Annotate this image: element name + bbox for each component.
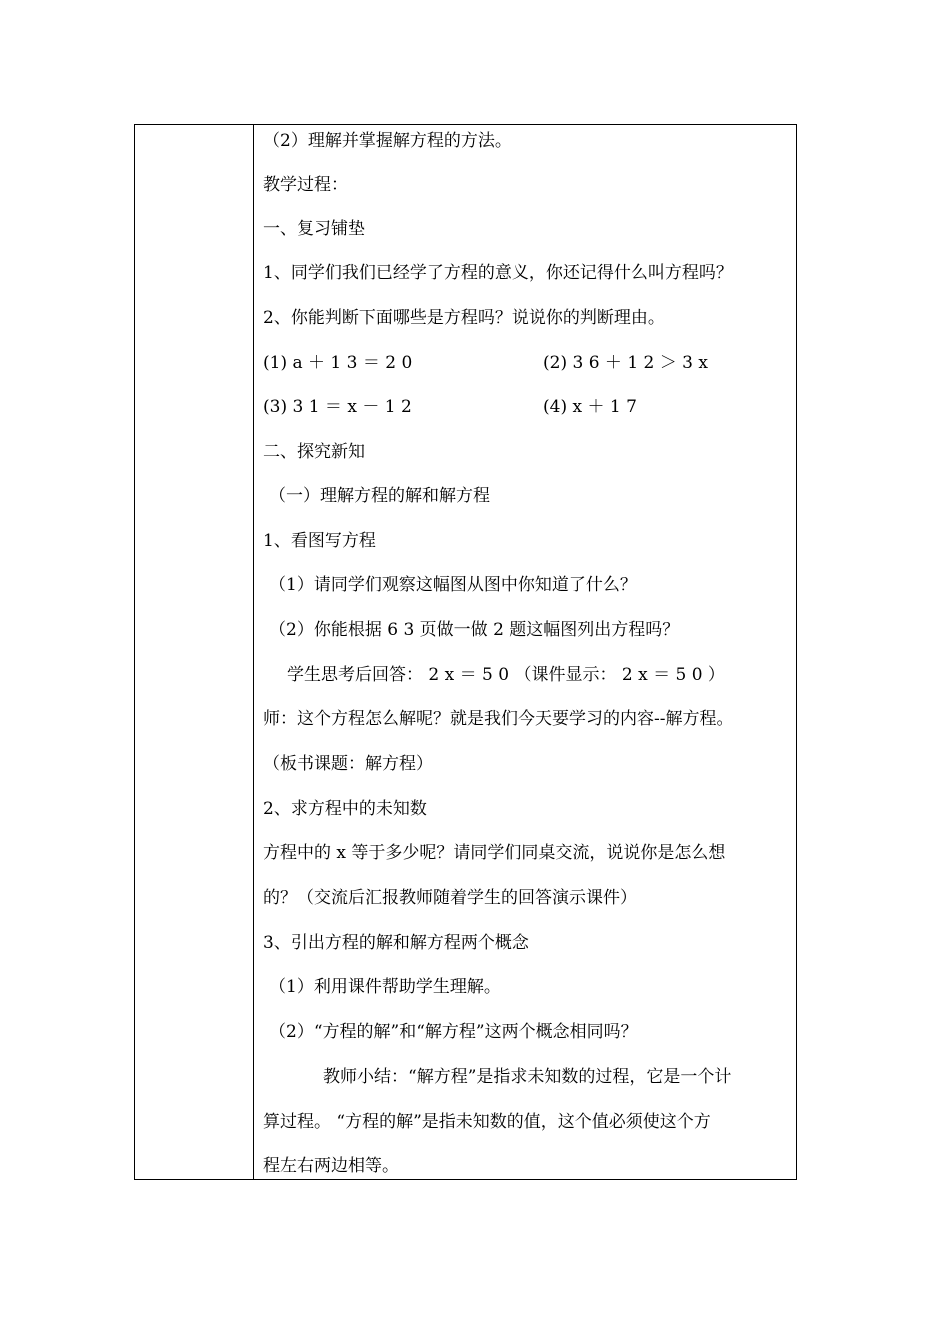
- step-3-item-2: （2）“方程的解”和“解方程”这两个概念相同吗？: [269, 1022, 638, 1042]
- equation-1: (1) a ＋ 1 3 ＝ 2 0: [263, 353, 413, 373]
- process-heading: 教学过程：: [263, 175, 348, 195]
- summary-line-3: 程左右两边相等。: [263, 1156, 399, 1176]
- objective-line: （2）理解并掌握解方程的方法。: [263, 131, 512, 151]
- section-heading-review: 一、复习铺垫: [263, 219, 365, 239]
- teacher-line: 师：这个方程怎么解呢？就是我们今天要学习的内容--解方程。: [263, 709, 734, 729]
- table-left-cell: [135, 125, 254, 1179]
- subsection-heading: （一）理解方程的解和解方程: [269, 486, 490, 506]
- lesson-table: [134, 124, 797, 1180]
- step-1-question-1: （1）请同学们观察这幅图从图中你知道了什么？: [269, 575, 637, 595]
- step-3-item-1: （1）利用课件帮助学生理解。: [269, 977, 501, 997]
- student-answer: 学生思考后回答： 2 x ＝ 5 0 （课件显示： 2 x ＝ 5 0 ）: [287, 665, 725, 685]
- board-title-line: （板书课题：解方程）: [263, 754, 433, 774]
- step-3-heading: 3、引出方程的解和解方程两个概念: [263, 933, 529, 953]
- step-2-text-2: 的？（交流后汇报教师随着学生的回答演示课件）: [263, 888, 637, 908]
- section-heading-new: 二、探究新知: [263, 442, 365, 462]
- review-question-1: 1、同学们我们已经学了方程的意义，你还记得什么叫方程吗？: [263, 263, 733, 283]
- step-1-heading: 1、看图写方程: [263, 531, 376, 551]
- equation-row-1: [263, 353, 791, 373]
- equation-row-2: [263, 397, 791, 417]
- summary-line-2: 算过程。 “方程的解”是指未知数的值，这个值必须使这个方: [263, 1112, 711, 1132]
- review-question-2: 2、你能判断下面哪些是方程吗？说说你的判断理由。: [263, 308, 665, 328]
- step-2-heading: 2、求方程中的未知数: [263, 799, 427, 819]
- step-2-text-1: 方程中的 x 等于多少呢？请同学们同桌交流，说说你是怎么想: [263, 843, 726, 863]
- equation-4: (4) x ＋ 1 7: [543, 397, 637, 417]
- summary-line-1: 教师小结：“解方程”是指求未知数的过程，它是一个计: [323, 1067, 732, 1087]
- equation-3: (3) 3 1 ＝ x － 1 2: [263, 397, 412, 417]
- equation-2: (2) 3 6 ＋ 1 2 ＞ 3 x: [543, 353, 708, 373]
- step-1-question-2: （2）你能根据 6 3 页做一做 2 题这幅图列出方程吗？: [269, 620, 680, 640]
